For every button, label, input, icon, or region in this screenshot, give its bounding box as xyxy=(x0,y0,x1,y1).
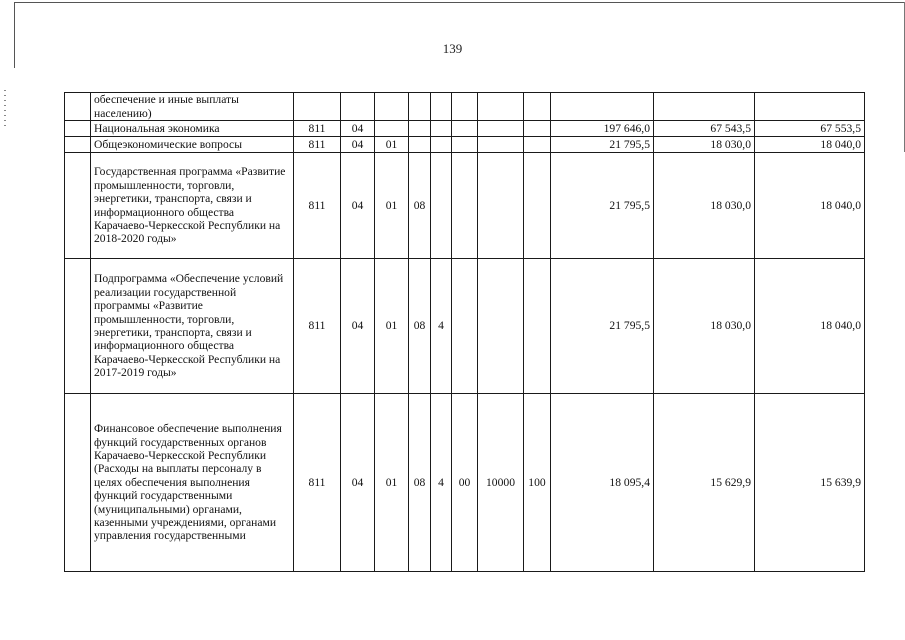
budget-table xyxy=(64,92,865,572)
cell-amount-1: 21 795,5 xyxy=(551,137,654,153)
cell-subprogram xyxy=(431,153,452,259)
cell-amount-1: 197 646,0 xyxy=(551,121,654,137)
table-row xyxy=(65,259,865,394)
cell-subsection: 01 xyxy=(375,137,409,153)
row-gutter xyxy=(65,93,91,121)
row-name: Финансовое обеспечение выполнения функций государственных органов Карачаево-Черкесской Республики (Расходы на выплаты персоналу в целях обеспечения выполнения функций государственными (муниципальными) органами, казенными учреждениями, органами управления государственными xyxy=(91,394,294,572)
cell-expense-type xyxy=(524,93,551,121)
cell-section: 04 xyxy=(341,137,375,153)
row-name: Общеэкономические вопросы xyxy=(91,137,294,153)
cell-event xyxy=(452,137,478,153)
cell-amount-2 xyxy=(654,93,755,121)
cell-amount-2: 15 629,9 xyxy=(654,394,755,572)
row-gutter xyxy=(65,153,91,259)
cell-ministry: 811 xyxy=(294,137,341,153)
cell-subprogram xyxy=(431,121,452,137)
cell-section xyxy=(341,93,375,121)
cell-program xyxy=(409,93,431,121)
cell-subprogram xyxy=(431,93,452,121)
table-row xyxy=(65,121,865,137)
cell-ministry: 811 xyxy=(294,259,341,394)
cell-expense-type xyxy=(524,137,551,153)
cell-amount-2: 18 030,0 xyxy=(654,137,755,153)
cell-amount-1: 21 795,5 xyxy=(551,259,654,394)
cell-expense-type xyxy=(524,259,551,394)
cell-program: 08 xyxy=(409,394,431,572)
cell-ministry: 811 xyxy=(294,121,341,137)
cell-amount-1: 21 795,5 xyxy=(551,153,654,259)
cell-amount-1 xyxy=(551,93,654,121)
cell-subprogram: 4 xyxy=(431,394,452,572)
cell-event xyxy=(452,153,478,259)
cell-subsection: 01 xyxy=(375,153,409,259)
cell-amount-3: 18 040,0 xyxy=(755,259,865,394)
row-gutter xyxy=(65,394,91,572)
cell-program: 08 xyxy=(409,153,431,259)
cell-event: 00 xyxy=(452,394,478,572)
table-row xyxy=(65,137,865,153)
cell-event xyxy=(452,93,478,121)
cell-subprogram: 4 xyxy=(431,259,452,394)
row-gutter xyxy=(65,259,91,394)
row-gutter xyxy=(65,137,91,153)
cell-section: 04 xyxy=(341,153,375,259)
cell-program xyxy=(409,137,431,153)
row-name: Национальная экономика xyxy=(91,121,294,137)
row-gutter xyxy=(65,121,91,137)
cell-subsection xyxy=(375,93,409,121)
cell-direction: 10000 xyxy=(478,394,524,572)
scan-margin-dots xyxy=(4,90,6,130)
scan-edge-top xyxy=(14,2,905,3)
cell-ministry: 811 xyxy=(294,394,341,572)
row-name: обеспечение и иные выплаты населению) xyxy=(91,93,294,121)
cell-section: 04 xyxy=(341,121,375,137)
cell-amount-2: 18 030,0 xyxy=(654,259,755,394)
cell-amount-2: 18 030,0 xyxy=(654,153,755,259)
cell-subsection xyxy=(375,121,409,137)
scan-edge-left xyxy=(14,2,15,68)
cell-subsection: 01 xyxy=(375,259,409,394)
cell-direction xyxy=(478,153,524,259)
cell-amount-3: 15 639,9 xyxy=(755,394,865,572)
cell-program xyxy=(409,121,431,137)
cell-event xyxy=(452,121,478,137)
table-row xyxy=(65,394,865,572)
cell-direction xyxy=(478,121,524,137)
cell-amount-3: 18 040,0 xyxy=(755,137,865,153)
cell-expense-type: 100 xyxy=(524,394,551,572)
row-name: Государственная программа «Развитие промышленности, торговли, энергетики, транспорта, связи и информационного общества Карачаево-Черкесской Республики на 2018-2020 годы» xyxy=(91,153,294,259)
cell-amount-1: 18 095,4 xyxy=(551,394,654,572)
cell-direction xyxy=(478,93,524,121)
cell-section: 04 xyxy=(341,259,375,394)
cell-amount-3 xyxy=(755,93,865,121)
row-name: Подпрограмма «Обеспечение условий реализации государственной программы «Развитие промышленности, торговли, энергетики, транспорта, связи и информационного общества Карачаево-Черкесской Республики на 2017-2019 годы» xyxy=(91,259,294,394)
cell-expense-type xyxy=(524,153,551,259)
cell-section: 04 xyxy=(341,394,375,572)
cell-direction xyxy=(478,259,524,394)
cell-subsection: 01 xyxy=(375,394,409,572)
cell-direction xyxy=(478,137,524,153)
cell-ministry: 811 xyxy=(294,153,341,259)
cell-subprogram xyxy=(431,137,452,153)
cell-expense-type xyxy=(524,121,551,137)
table-row xyxy=(65,93,865,121)
cell-amount-3: 18 040,0 xyxy=(755,153,865,259)
table-row xyxy=(65,153,865,259)
cell-event xyxy=(452,259,478,394)
page-number: 139 xyxy=(442,41,463,56)
cell-program: 08 xyxy=(409,259,431,394)
cell-amount-2: 67 543,5 xyxy=(654,121,755,137)
cell-ministry xyxy=(294,93,341,121)
cell-amount-3: 67 553,5 xyxy=(755,121,865,137)
